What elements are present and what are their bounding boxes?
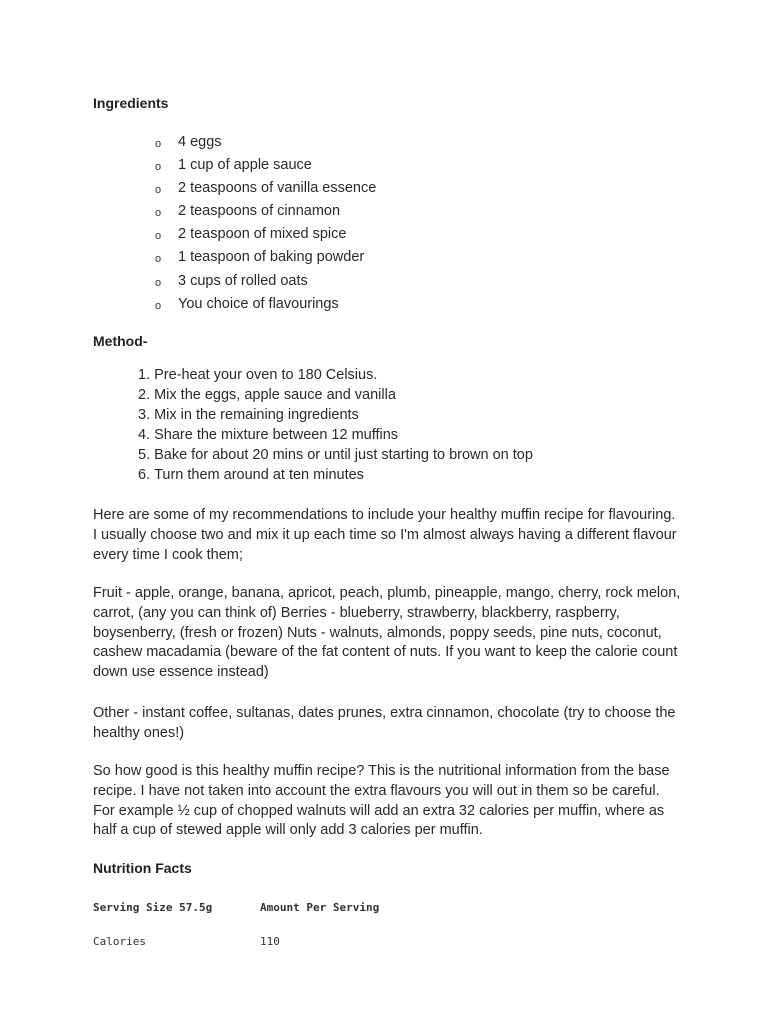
- bullet-icon: o: [155, 138, 162, 150]
- ingredient-text: 2 teaspoons of vanilla essence: [178, 180, 377, 197]
- bullet-icon: o: [155, 299, 162, 312]
- nutrition-intro-paragraph: So how good is this healthy muffin recipe? This is the nutritional information from the base recipe. I have not taken into account the extra flavours you will out in them so be careful. For example ½ cup of chopped walnuts will add an extra 32 calories per muffin, where as half a cup of stewed apple will only add 3 calories per muffin.: [93, 763, 670, 839]
- calories-value: 110: [260, 935, 280, 948]
- method-step: [138, 427, 533, 447]
- ingredient-item: [155, 134, 376, 157]
- step-text: Share the mixture between 12 muffins: [154, 427, 399, 443]
- ingredients-heading: Ingredients: [93, 95, 169, 111]
- calories-label: Calories: [93, 935, 146, 948]
- ingredient-item: [155, 273, 376, 296]
- step-number: 5.: [138, 447, 151, 463]
- bullet-icon: o: [155, 276, 162, 289]
- method-step: [138, 407, 533, 427]
- bullet-icon: o: [155, 184, 162, 197]
- method-step: [138, 447, 533, 467]
- method-step: [138, 467, 533, 487]
- step-number: 2.: [138, 387, 151, 403]
- method-step: [138, 367, 533, 387]
- fruit-paragraph: Fruit - apple, orange, banana, apricot, peach, plumb, pineapple, mango, cherry, rock melon, carrot, (any you can think of) Berries - blueberry, strawberry, blackberry, raspberry, boysenberry, (fresh or frozen) Nuts - walnuts, almonds, poppy seeds, pine nuts, coconut, cashew macadamia (beware of the fat content of nuts. If you want to keep the calorie count down use essence instead): [93, 585, 681, 681]
- method-list: [138, 367, 533, 487]
- step-number: 3.: [138, 407, 151, 423]
- other-paragraph: Other - instant coffee, sultanas, dates prunes, extra cinnamon, chocolate (try to choose the healthy ones!): [93, 705, 676, 741]
- nutrition-facts-heading: Nutrition Facts: [93, 860, 192, 876]
- step-number: 1.: [138, 367, 151, 383]
- step-text: Pre-heat your oven to 180 Celsius.: [154, 367, 378, 383]
- step-text: Turn them around at ten minutes: [154, 467, 364, 483]
- ingredient-text: 1 teaspoon of baking powder: [178, 249, 365, 266]
- bullet-icon: o: [155, 207, 162, 220]
- serving-size-label: Serving Size 57.5g: [93, 901, 213, 914]
- recommendations-paragraph: Here are some of my recommendations to include your healthy muffin recipe for flavouring. I usually choose two and mix it up each time so I'm almost always having a different flavour every time I cook them;: [93, 507, 677, 563]
- bullet-icon: o: [155, 230, 162, 243]
- bullet-icon: o: [155, 253, 162, 266]
- ingredient-text: 3 cups of rolled oats: [178, 272, 308, 289]
- ingredient-item: [155, 249, 376, 272]
- ingredient-item: [155, 157, 376, 180]
- ingredient-item: [155, 296, 376, 319]
- step-text: Mix in the remaining ingredients: [154, 407, 359, 423]
- ingredient-item: [155, 226, 376, 249]
- ingredient-text: 2 teaspoons of cinnamon: [178, 203, 341, 220]
- ingredient-text: 4 eggs: [178, 134, 222, 150]
- step-text: Bake for about 20 mins or until just starting to brown on top: [154, 447, 533, 463]
- method-step: [138, 387, 533, 407]
- ingredient-text: 2 teaspoon of mixed spice: [178, 226, 347, 243]
- ingredient-text: You choice of flavourings: [178, 295, 339, 312]
- amount-per-serving-label: Amount Per Serving: [260, 901, 380, 914]
- step-number: 6.: [138, 467, 151, 483]
- ingredients-list: [155, 134, 376, 319]
- ingredient-item: [155, 180, 376, 203]
- ingredient-item: [155, 203, 376, 226]
- bullet-icon: o: [155, 161, 162, 174]
- step-text: Mix the eggs, apple sauce and vanilla: [154, 387, 396, 403]
- ingredient-text: 1 cup of apple sauce: [178, 157, 312, 174]
- step-number: 4.: [138, 427, 151, 443]
- method-heading: Method-: [93, 333, 148, 349]
